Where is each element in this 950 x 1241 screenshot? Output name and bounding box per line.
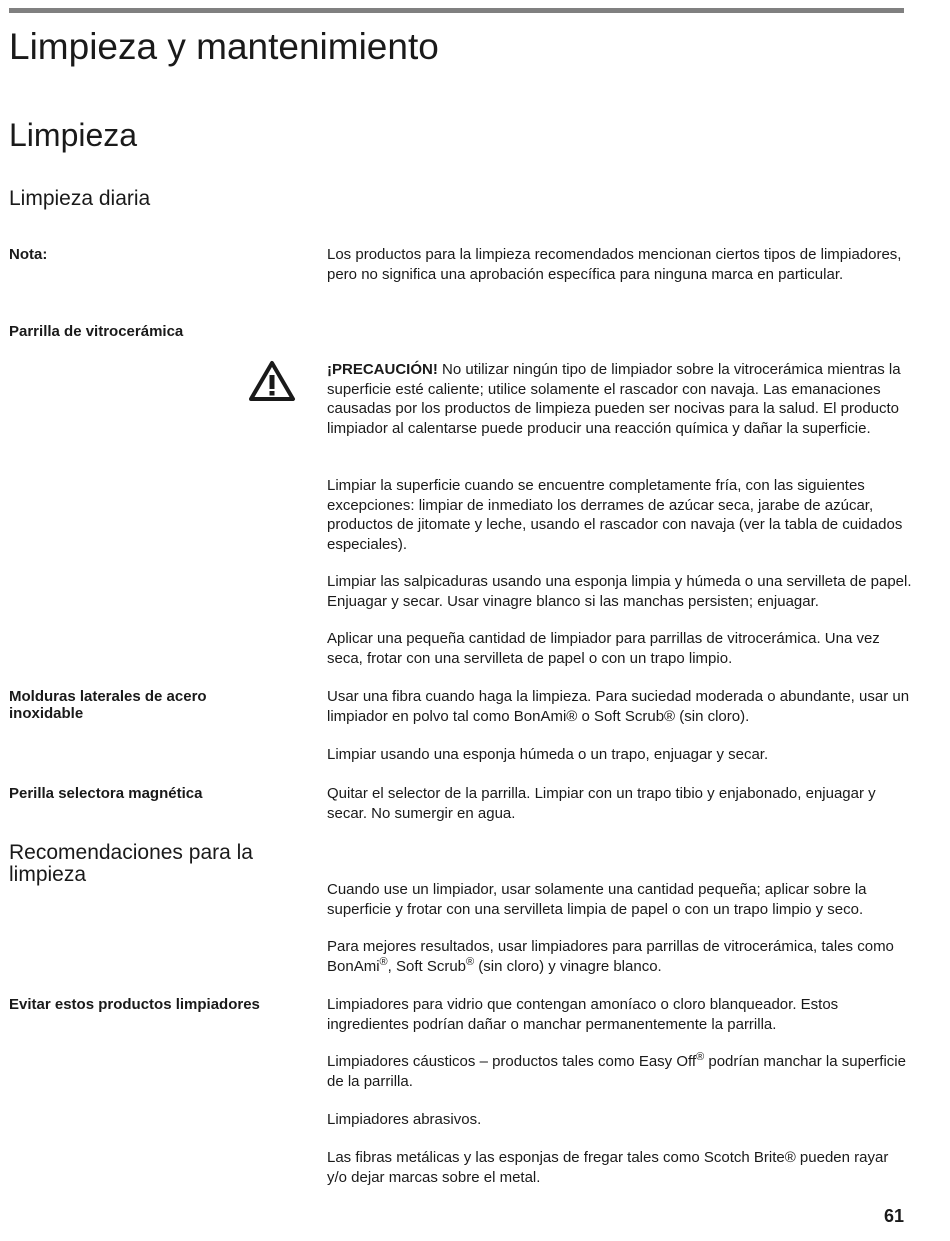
rec-text-part-2: , Soft Scrub xyxy=(387,957,467,975)
subsection-heading: Limpieza diaria xyxy=(9,187,151,210)
page-title: Limpieza y mantenimiento xyxy=(9,26,439,67)
evitar-paragraph-4: Las fibras metálicas y las esponjas de fregar tales como Scotch Brite® pueden rayar y/o dejar marcas sobre el metal. xyxy=(327,1149,889,1186)
evitar-paragraph-1: Limpiadores para vidrio que contengan amoníaco o cloro blanqueador. Estos ingredientes podrían dañar o manchar permanentemente la parrilla. xyxy=(327,996,839,1033)
caution-text: No utilizar ningún tipo de limpiador sobre la vitrocerámica mientras la superficie esté caliente; utilice solamente el rascador con navaja. Las emanaciones causadas por los productos de limpieza pueden ser nocivas para la salud. El producto limpiador al calentarse puede producir una reacción química y dañar la superficie. xyxy=(327,361,901,437)
molduras-paragraph-1: Usar una fibra cuando haga la limpieza. Para suciedad moderada o abundante, usar un limpiador en polvo tal como BonAmi® o Soft Scrub® (sin cloro). xyxy=(327,688,910,725)
nota-label: Nota: xyxy=(9,246,48,263)
registered-mark: ® xyxy=(696,1051,705,1063)
caution-label: ¡PRECAUCIÓN! xyxy=(327,361,438,378)
evitar-label: Evitar estos productos limpiadores xyxy=(9,996,260,1013)
section-heading: Limpieza xyxy=(9,117,138,153)
perilla-text: Quitar el selector de la parrilla. Limpiar con un trapo tibio y enjabonado, enjuagar y secar. No sumergir en agua. xyxy=(327,785,876,822)
perilla-label: Perilla selectora magnética xyxy=(9,785,203,802)
evitar-paragraph-2 xyxy=(327,1052,912,1091)
warning-triangle-icon xyxy=(248,360,296,402)
caution-paragraph xyxy=(327,360,912,438)
recommendations-heading: Recomendaciones para la limpieza xyxy=(9,841,253,886)
rec-text-part-3: (sin cloro) y vinagre blanco. xyxy=(474,957,662,975)
rec-paragraph-2 xyxy=(327,937,912,976)
registered-mark: ® xyxy=(466,955,475,968)
top-rule xyxy=(9,8,904,13)
molduras-label: Molduras laterales de acero inoxidable xyxy=(9,688,207,722)
evitar-paragraph-3: Limpiadores abrasivos. xyxy=(327,1111,482,1128)
rec-text-part-1: Para mejores resultados, usar limpiadores para parrillas de vitrocerámica, tales como BonAmi xyxy=(327,938,894,975)
nota-text: Los productos para la limpieza recomendados mencionan ciertos tipos de limpiadores, pero no significa una aprobación específica para ninguna marca en particular. xyxy=(327,246,902,283)
evitar-text-part-2: podrían manchar la superficie de la parrilla. xyxy=(327,1053,906,1090)
evitar-text-part-1: Limpiadores cáusticos – productos tales como Easy Off xyxy=(327,1053,697,1070)
page-number: 61 xyxy=(883,1206,904,1226)
parrilla-paragraph-2: Limpiar las salpicaduras usando una esponja limpia y húmeda o una servilleta de papel. Enjuagar y secar. Usar vinagre blanco si las manchas persisten; enjuagar. xyxy=(327,573,912,610)
parrilla-paragraph-3: Aplicar una pequeña cantidad de limpiador para parrillas de vitrocerámica. Una vez seca, frotar con una servilleta de papel o con un trapo limpio. xyxy=(327,630,880,667)
parrilla-label: Parrilla de vitrocerámica xyxy=(9,323,184,340)
parrilla-paragraph-1: Limpiar la superficie cuando se encuentre completamente fría, con las siguientes excepciones: limpiar de inmediato los derrames de azúcar seca, jarabe de azúcar, productos de jitomate y leche, usando el rascador con navaja (ver la tabla de cuidados especiales). xyxy=(327,477,903,553)
molduras-paragraph-2: Limpiar usando una esponja húmeda o un trapo, enjuagar y secar. xyxy=(327,746,769,763)
registered-mark: ® xyxy=(379,955,388,968)
rec-paragraph-1: Cuando use un limpiador, usar solamente una cantidad pequeña; aplicar sobre la superficie y frotar con una servilleta limpia de papel o con un trapo limpio y seco. xyxy=(327,881,867,918)
